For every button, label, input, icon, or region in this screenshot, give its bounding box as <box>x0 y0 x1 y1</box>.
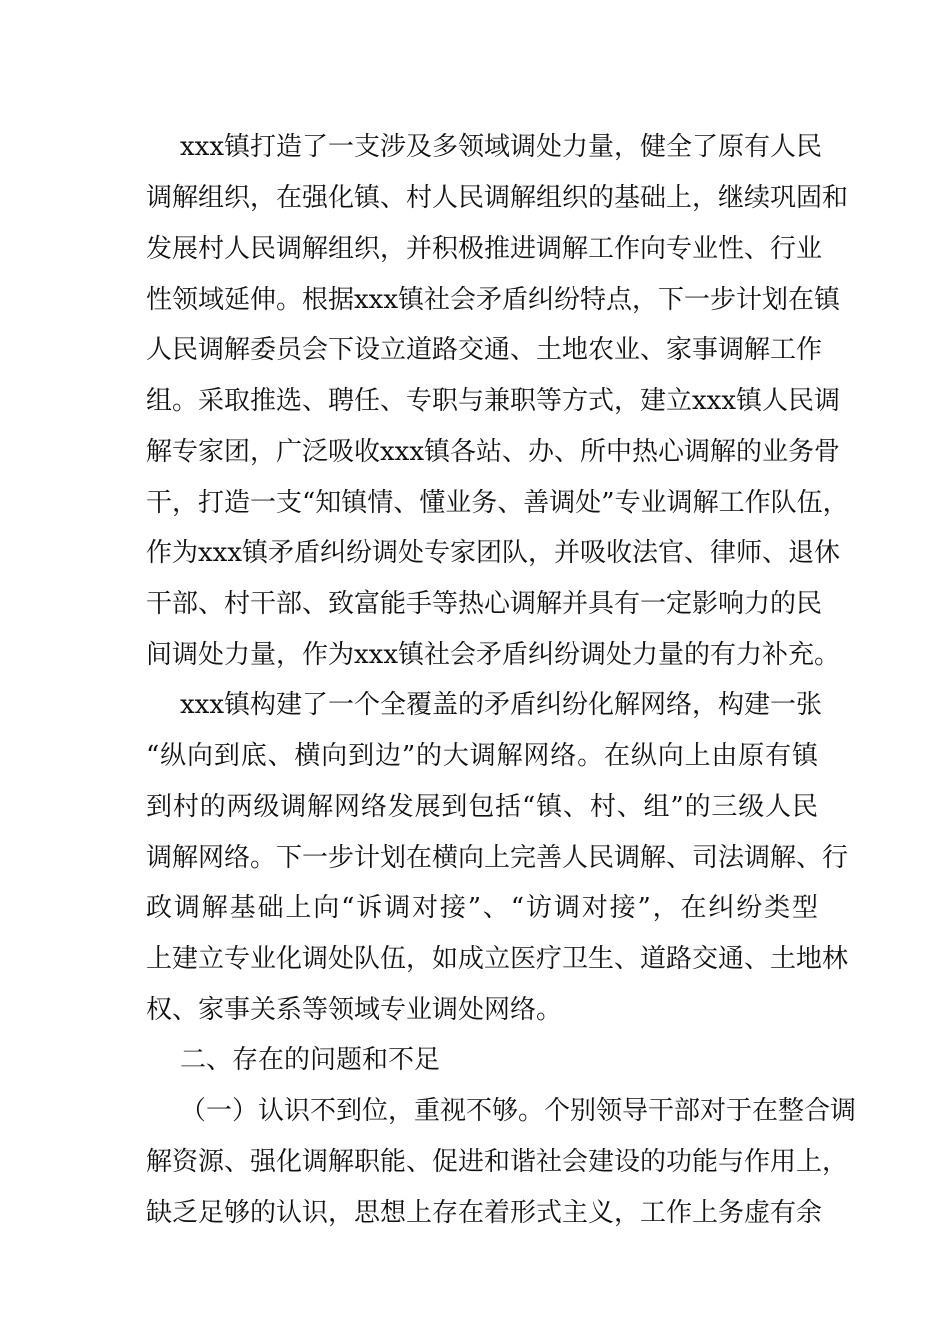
paragraph-1-line-1: xxx镇打造了一支涉及多领域调处力量，健全了原有人民 <box>180 132 822 162</box>
paragraph-1-line-3: 发展村人民调解组织，并积极推进调解工作向专业性、行业 <box>146 234 823 264</box>
paragraph-1-line-4: 性领域延伸。根据xxx镇社会矛盾纠纷特点，下一步计划在镇 <box>146 285 840 315</box>
paragraph-1-line-10: 干部、村干部、致富能手等热心调解并具有一定影响力的民 <box>146 589 823 619</box>
paragraph-1-line-5: 人民调解委员会下设立道路交通、土地农业、家事调解工作 <box>146 335 823 365</box>
paragraph-2-line-3: 到村的两级调解网络发展到包括“镇、村、组”的三级人民 <box>146 792 818 822</box>
paragraph-1-line-8: 干，打造一支“知镇情、懂业务、善调处”专业调解工作队伍， <box>146 488 849 518</box>
paragraph-2-line-7: 权、家事关系等领域专业调处网络。 <box>146 995 563 1025</box>
section-heading-problems: 二、存在的问题和不足 <box>180 1045 441 1075</box>
paragraph-1-line-7: 解专家团，广泛吸收xxx镇各站、办、所中热心调解的业务骨 <box>146 437 840 467</box>
paragraph-3-line-2: 解资源、强化调解职能、促进和谐社会建设的功能与作用上， <box>146 1147 849 1177</box>
paragraph-2-line-4: 调解网络。下一步计划在横向上完善人民调解、司法调解、行 <box>146 843 849 873</box>
paragraph-3-line-1: （一）认识不到位，重视不够。个别领导干部对于在整合调 <box>180 1096 857 1126</box>
paragraph-1-line-9: 作为xxx镇矛盾纠纷调处专家团队，并吸收法官、律师、退休 <box>146 538 840 568</box>
paragraph-2-line-5: 政调解基础上向“诉调对接”、“访调对接”，在纠纷类型 <box>146 893 818 923</box>
paragraph-2-line-6: 上建立专业化调处队伍，如成立医疗卫生、道路交通、土地林 <box>146 944 849 974</box>
paragraph-2-line-2: “纵向到底、横向到边”的大调解网络。在纵向上由原有镇 <box>146 741 818 771</box>
paragraph-1-line-6: 组。采取推选、聘任、专职与兼职等方式，建立xxx镇人民调 <box>146 386 840 416</box>
paragraph-3-line-3: 缺乏足够的认识，思想上存在着形式主义，工作上务虚有余 <box>146 1198 823 1228</box>
paragraph-1-line-11: 间调处力量，作为xxx镇社会矛盾纠纷调处力量的有力补充。 <box>146 640 840 670</box>
paragraph-2-line-1: xxx镇构建了一个全覆盖的矛盾纠纷化解网络，构建一张 <box>180 690 822 720</box>
paragraph-1-line-2: 调解组织，在强化镇、村人民调解组织的基础上，继续巩固和 <box>146 183 849 213</box>
